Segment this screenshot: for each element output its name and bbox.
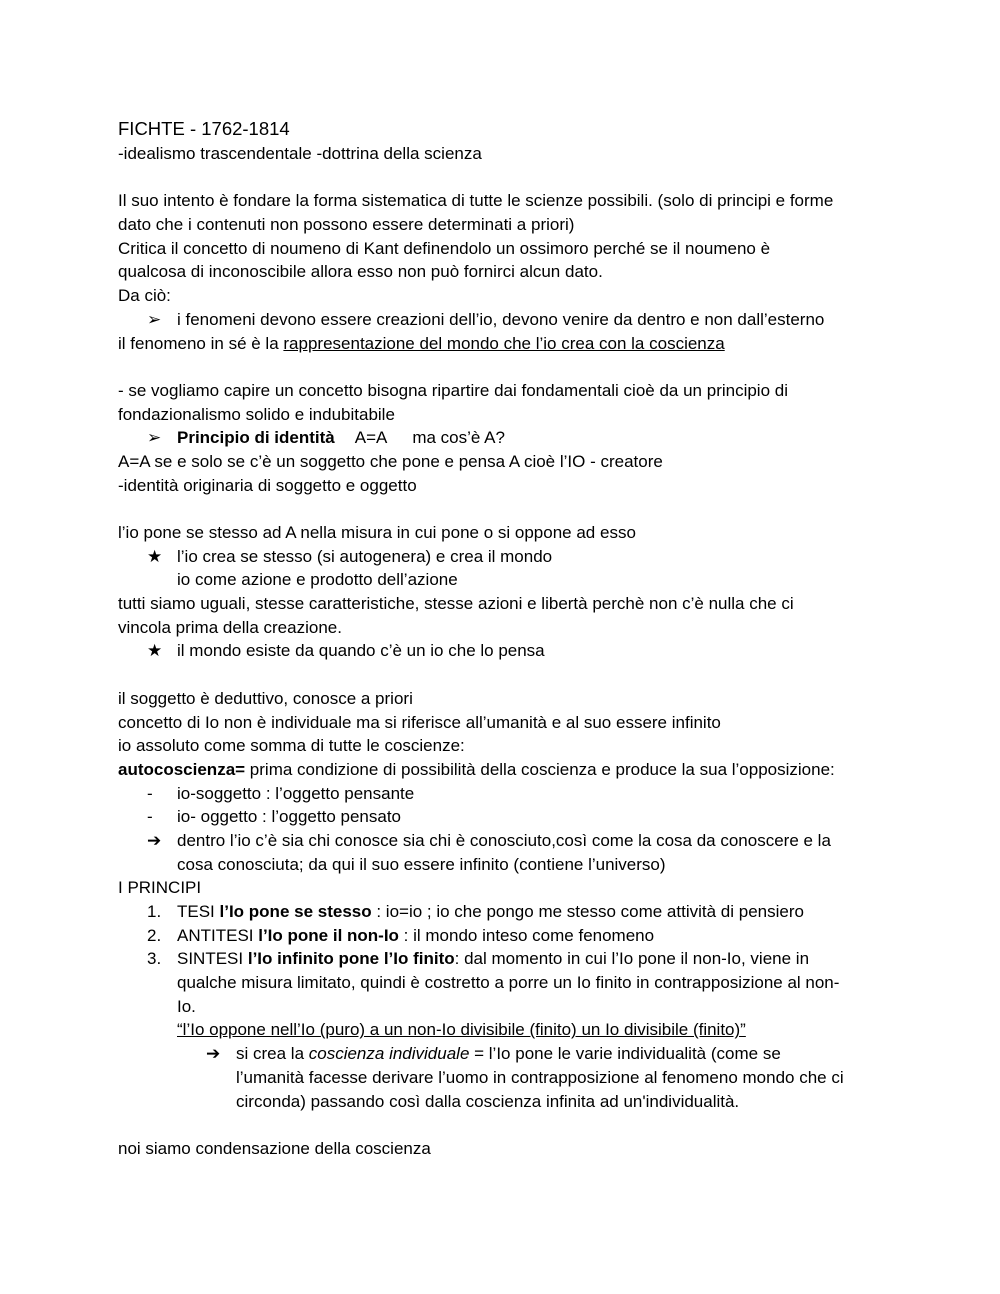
paragraph-line: fondazionalismo solido e indubitabile bbox=[118, 404, 395, 424]
bold-text: autocoscienza= bbox=[118, 759, 246, 779]
spacer bbox=[118, 497, 888, 521]
closing-line: noi siamo condensazione della coscienza bbox=[118, 1138, 431, 1158]
numbered-item bbox=[118, 900, 888, 924]
line-text: = l’Io pone le varie individualità (come se bbox=[469, 1044, 781, 1064]
equation-text: A=A bbox=[354, 428, 388, 448]
paragraph-line: -identità originaria di soggetto e oggetto bbox=[118, 475, 417, 495]
sub-continuation: l’umanità facesse derivare l’uomo in contrapposizione al fenomeno mondo che ci bbox=[236, 1067, 844, 1087]
paragraph-line: il soggetto è deduttivo, conosce a priori bbox=[118, 688, 413, 708]
paragraph-line: Da ciò: bbox=[118, 286, 171, 306]
star-bullet-icon: ★ bbox=[147, 546, 163, 566]
bullet-item bbox=[118, 545, 888, 569]
bullet-item bbox=[118, 639, 888, 663]
document-page bbox=[118, 116, 888, 1161]
spacer bbox=[118, 355, 888, 379]
paragraph-line bbox=[118, 332, 888, 356]
bold-text: l’Io infinito pone l’Io finito bbox=[247, 949, 455, 969]
bullet-continuation: cosa conosciuta; da qui il suo essere infinito (contiene l’universo) bbox=[177, 854, 666, 874]
spacer bbox=[118, 1113, 888, 1137]
item-number: 1. bbox=[147, 902, 162, 921]
bullet-text: i fenomeni devono essere creazioni dell’io, devono venire da dentro e non dall’esterno bbox=[177, 309, 825, 329]
sub-arrow-item bbox=[118, 1042, 888, 1066]
paragraph-line: tutti siamo uguali, stesse caratteristiche, stesse azioni e libertà perchè non c’è nulla che ci bbox=[118, 594, 794, 614]
paragraph-line: l’io pone se stesso ad A nella misura in cui pone o si oppone ad esso bbox=[118, 523, 636, 542]
paragraph-line: Critica il concetto di noumeno di Kant definendolo un ossimoro perché se il noumeno è bbox=[118, 238, 771, 258]
paragraph-line: qualcosa di inconoscibile allora esso non può fornirci alcun dato. bbox=[118, 262, 603, 282]
quote-line bbox=[118, 1018, 888, 1042]
item-text: : il mondo inteso come fenomeno bbox=[398, 925, 655, 945]
bullet-continuation: io come azione e prodotto dell’azione bbox=[177, 570, 458, 590]
paragraph-line: concetto di Io non è individuale ma si riferisce all’umanità e al suo essere infinito bbox=[118, 712, 721, 732]
numbered-item bbox=[118, 924, 888, 948]
question-text: ma cos’è A? bbox=[412, 428, 505, 448]
paragraph-line: vincola prima della creazione. bbox=[118, 617, 342, 637]
arrow-item bbox=[118, 829, 888, 853]
star-bullet-icon: ★ bbox=[147, 641, 163, 661]
item-number: 2. bbox=[147, 925, 162, 945]
sub-continuation: circonda) passando così dalla coscienza infinita ad un'individualità. bbox=[236, 1091, 740, 1111]
bullet-text: il mondo esiste da quando c’è un io che lo pensa bbox=[177, 641, 545, 661]
paragraph-line bbox=[118, 758, 888, 782]
underlined-quote: “l’Io oppone nell’Io (puro) a un non-Io divisibile (finito) un Io divisibile (finito)” bbox=[177, 1020, 746, 1040]
bullet-item bbox=[118, 308, 888, 332]
item-continuation: qualche misura limitato, quindi è costretto a porre un Io finito in contrapposizione al non- bbox=[177, 973, 840, 993]
item-text: : dal momento in cui l’Io pone il non-Io, viene in bbox=[454, 949, 810, 969]
bullet-text: io- oggetto : l’oggetto pensato bbox=[177, 807, 401, 827]
bold-text: Principio di identità bbox=[177, 428, 335, 448]
item-label: ANTITESI bbox=[177, 925, 259, 945]
bullet-text: l’io crea se stesso (si autogenera) e crea il mondo bbox=[177, 546, 553, 566]
bold-text: l’Io pone il non-Io bbox=[258, 925, 399, 945]
bullet-item bbox=[118, 426, 888, 450]
spacer bbox=[118, 663, 888, 687]
item-text: : io=io ; io che pongo me stesso come attività di pensiero bbox=[371, 902, 804, 921]
dash-item bbox=[118, 782, 888, 806]
paragraph-line: io assoluto come somma di tutte le coscienze: bbox=[118, 736, 465, 756]
underlined-text: rappresentazione del mondo che l’io crea con la coscienza bbox=[283, 333, 725, 353]
subtitle: -idealismo trascendentale -dottrina della scienza bbox=[118, 144, 482, 163]
item-label: SINTESI bbox=[177, 949, 248, 969]
section-heading: I PRINCIPI bbox=[118, 878, 202, 898]
item-number: 3. bbox=[147, 949, 162, 969]
paragraph-line: Il suo intento è fondare la forma sistematica di tutte le scienze possibili. (solo di principi e forme bbox=[118, 191, 834, 211]
line-text: prima condizione di possibilità della coscienza e produce la sua l’opposizione: bbox=[245, 759, 835, 779]
dash-item bbox=[118, 805, 888, 829]
dash-bullet-icon: - bbox=[147, 783, 153, 803]
paragraph-line: - se vogliamo capire un concetto bisogna ripartire dai fondamentali cioè da un principio di bbox=[118, 380, 788, 400]
spacer bbox=[118, 166, 888, 190]
bold-text: l’Io pone se stesso bbox=[219, 902, 372, 921]
bullet-text: io-soggetto : l’oggetto pensante bbox=[177, 783, 415, 803]
dash-bullet-icon: - bbox=[147, 807, 153, 827]
arrow-bullet-icon: ➔ bbox=[206, 1044, 221, 1064]
item-label: TESI bbox=[177, 902, 220, 921]
line-text: si crea la bbox=[236, 1044, 309, 1064]
paragraph-line: dato che i contenuti non possono essere determinati a priori) bbox=[118, 215, 575, 235]
item-continuation: Io. bbox=[177, 996, 196, 1016]
bullet-text: dentro l’io c’è sia chi conosce sia chi è conosciuto,così come la cosa da conoscere e la bbox=[177, 830, 831, 850]
numbered-item bbox=[118, 947, 888, 971]
page-title: FICHTE - 1762-1814 bbox=[118, 118, 290, 139]
paragraph-line: A=A se e solo se c’è un soggetto che pone e pensa A cioè l’IO - creatore bbox=[118, 451, 663, 471]
arrowhead-bullet-icon: ➢ bbox=[147, 428, 162, 448]
italic-text: coscienza individuale bbox=[308, 1044, 470, 1064]
arrowhead-bullet-icon: ➢ bbox=[147, 309, 162, 329]
line-text: il fenomeno in sé è la bbox=[118, 333, 284, 353]
arrow-bullet-icon: ➔ bbox=[147, 830, 162, 850]
